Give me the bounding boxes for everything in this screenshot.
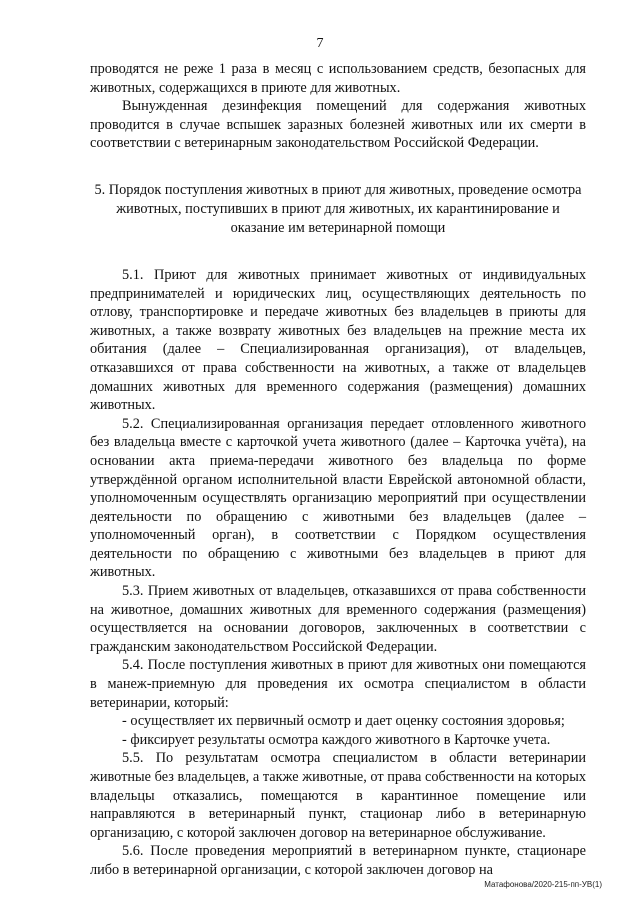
paragraph-5-2: 5.2. Специализированная организация передает отловленного животного без владельца вместе с карточкой учета животного (далее – Карточка учёта), на основании акта приема-передачи животного без владельца по форме утверждённой органом исполнительной власти Еврейской автономной области, уполномоченным осуществлять организацию мероприятий при осуществлении деятельности по обращению с животными без владельцев (далее – уполномоченный орган), в соответствии с Порядком осуществления деятельности по обращению с животными без владельцев в приют для животных. xyxy=(90,415,586,581)
list-item: - осуществляет их первичный осмотр и дает оценку состояния здоровья; xyxy=(122,713,565,730)
paragraph-5-6: 5.6. После проведения мероприятий в ветеринарном пункте, стационаре либо в ветеринарной организации, с которой заключен договор на xyxy=(90,843,586,878)
list-item: - фиксирует результаты осмотра каждого животного в Карточке учета. xyxy=(122,731,551,748)
paragraph: Вынужденная дезинфекция помещений для содержания животных проводится в случае вспышек заразных болезней животных или их смерти в соответствии с ветеринарным законодательством Российской Федерации. xyxy=(90,98,586,152)
paragraph-5-5: 5.5. По результатам осмотра специалистом в области ветеринарии животные без владельцев, а также животные, от права собственности на которых владельцы отказались, помещаются в карантинное помещение или направляются в ветеринарный пункт, стационар либо в ветеринарную организацию, с которой заключен договор на ветеринарное обслуживание. xyxy=(90,750,586,841)
paragraph-5-3: 5.3. Прием животных от владельцев, отказавшихся от права собственности на животное, домашних животных для временного содержания (размещения) осуществляется на основании договоров, заключенных в соответствии с гражданским законодательством Российской Федерации. xyxy=(90,583,586,655)
paragraph: проводятся не реже 1 раза в месяц с использованием средств, безопасных для животных, содержащихся в приюте для животных. xyxy=(90,61,586,96)
document-body xyxy=(90,60,586,880)
footer-document-code: Матафонова/2020-215-пп-УВ(1) xyxy=(484,880,602,889)
paragraph-5-4: 5.4. После поступления животных в приют для животных они помещаются в манеж-приемную для проведения их осмотра специалистом в области ветеринарии, который: xyxy=(90,657,586,711)
section-heading: 5. Порядок поступления животных в приют для животных, проведение осмотра животных, поступивших в приют для животных, их карантинирование и оказание им ветеринарной помощи xyxy=(94,181,582,236)
page-number: 7 xyxy=(316,36,324,51)
paragraph-5-1: 5.1. Приют для животных принимает животных от индивидуальных предпринимателей и юридических лиц, осуществляющих деятельность по отлову, транспортировке и передаче животных без владельцев в приюты для животных, а также возврату животных без владельцев на прежние места их обитания (далее – Специализированная организация), от владельцев, отказавшихся от права собственности на животных, а также от владельцев домашних животных для временного содержания (размещения) домашних животных. xyxy=(90,266,586,414)
